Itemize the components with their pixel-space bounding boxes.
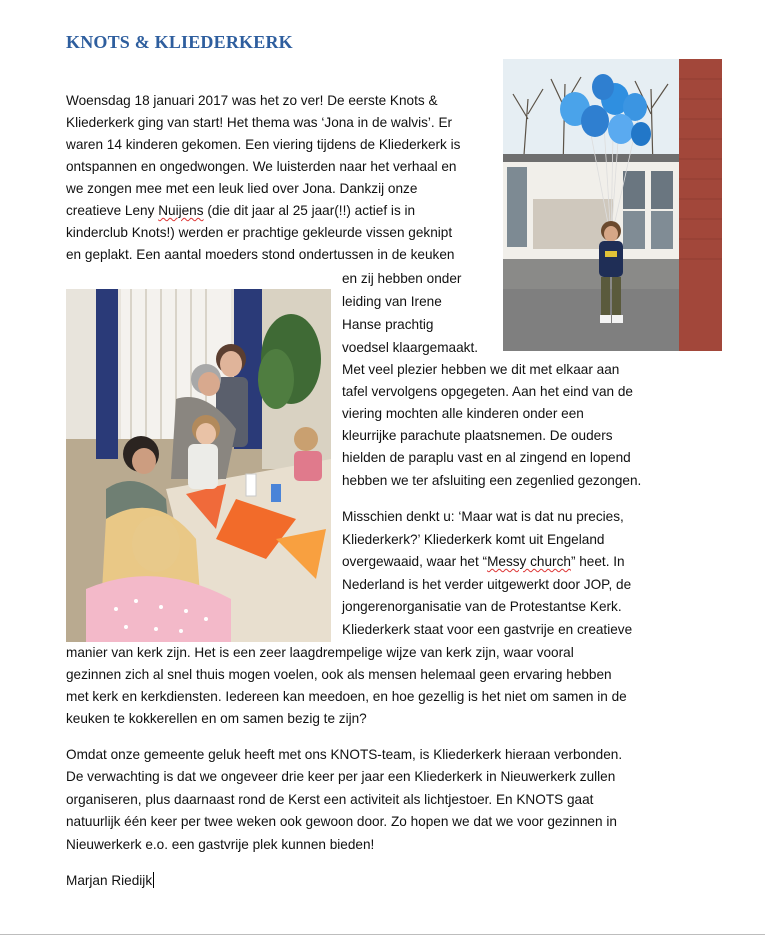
text-line: natuurlijk één keer per twee weken ook gewoon door. Zo hopen we dat we voor gezinnen in — [66, 814, 617, 829]
text-line: manier van kerk zijn. Het is een zeer laagdrempelige wijze van kerk zijn, waar vooral — [66, 645, 574, 660]
text-line: gezinnen zich al snel thuis mogen voelen, ook als mensen helemaal geen ervaring hebben — [66, 667, 612, 682]
text-line: en zij hebben onder — [342, 271, 462, 286]
text-segment: ” heet. In — [570, 554, 625, 569]
text-line: hebben we ter afsluiting een zegenlied gezongen. — [342, 473, 642, 488]
text-line: kinderclub Knots!) werden er prachtige gekleurde vissen geknipt — [66, 225, 453, 240]
text-line: voedsel klaargemaakt. — [342, 340, 479, 355]
text-line: tafel vervolgens opgegeten. Aan het eind van de — [342, 384, 633, 399]
text-line: Omdat onze gemeente geluk heeft met ons KNOTS-team, is Kliederkerk hieraan verbonden. — [66, 747, 623, 762]
text-segment: overgewaaid, waar het “ — [342, 554, 488, 569]
signature-line[interactable] — [66, 870, 154, 892]
text-line: met kerk en kerkdiensten. Iedereen kan meedoen, en hoe gezellig is het niet om samen in de — [66, 689, 627, 704]
boy-with-balloons-photo — [503, 59, 722, 351]
text-segment: (die dit jaar al 25 jaar(!!) actief is in — [203, 203, 416, 218]
text-line: hielden de paraplu vast en al zingend en lopend — [342, 450, 631, 465]
text-line: organiseren, plus daarnaast rond de Kerst een activiteit als lichtjestoer. En KNOTS gaat — [66, 792, 594, 807]
text-line: viering mochten alle kinderen onder een — [342, 406, 584, 421]
text-cursor — [153, 872, 154, 888]
page-title: KNOTS & KLIEDERKERK — [66, 32, 293, 52]
text-line: Hanse prachtig — [342, 317, 434, 332]
text-line — [66, 200, 415, 222]
children-crafting-photo — [66, 289, 331, 642]
text-line: Met veel plezier hebben we dit met elkaar aan — [342, 362, 620, 377]
text-line: en geplakt. Een aantal moeders stond ondertussen in de keuken — [66, 247, 455, 262]
text-line: kleurrijke parachute plaatsnemen. De ouders — [342, 428, 613, 443]
text-line: waren 14 kinderen gekomen. Een viering tijdens de Kliederkerk is — [66, 137, 461, 152]
text-line: De verwachting is dat we ongeveer drie keer per jaar een Kliederkerk in Nieuwerkerk zullen — [66, 769, 616, 784]
text-line: we zongen mee met een leuk lied over Jona. Dankzij onze — [66, 181, 418, 196]
text-line — [342, 551, 625, 573]
text-line: Woensdag 18 januari 2017 was het zo ver! De eerste Knots & — [66, 93, 438, 108]
spellcheck-flagged-word: Messy church — [487, 554, 571, 569]
text-line: keuken te kokkerellen en om samen bezig te zijn? — [66, 711, 367, 726]
page-bottom-border — [0, 934, 765, 935]
text-line: leiding van Irene — [342, 294, 442, 309]
text-line: Kliederkerk staat voor een gastvrije en creatieve — [342, 622, 633, 637]
text-line: Kliederkerk?’ Kliederkerk komt uit Engeland — [342, 532, 605, 547]
text-segment: creatieve Leny — [66, 203, 159, 218]
text-line: jongerenorganisatie van de Protestantse Kerk. — [342, 599, 622, 614]
text-line: Misschien denkt u: ‘Maar wat is dat nu precies, — [342, 509, 624, 524]
text-line: Nederland is het verder uitgewerkt door JOP, de — [342, 577, 632, 592]
text-line: Kliederkerk ging van start! Het thema was ‘Jona in de walvis’. Er — [66, 115, 453, 130]
text-line: ontspannen en ongedwongen. We luisterden naar het verhaal en — [66, 159, 457, 174]
text-line: Nieuwerkerk e.o. een gastvrije plek kunnen bieden! — [66, 837, 375, 852]
spellcheck-flagged-word: Nuijens — [158, 203, 204, 218]
signature: Marjan Riedijk — [66, 873, 153, 888]
